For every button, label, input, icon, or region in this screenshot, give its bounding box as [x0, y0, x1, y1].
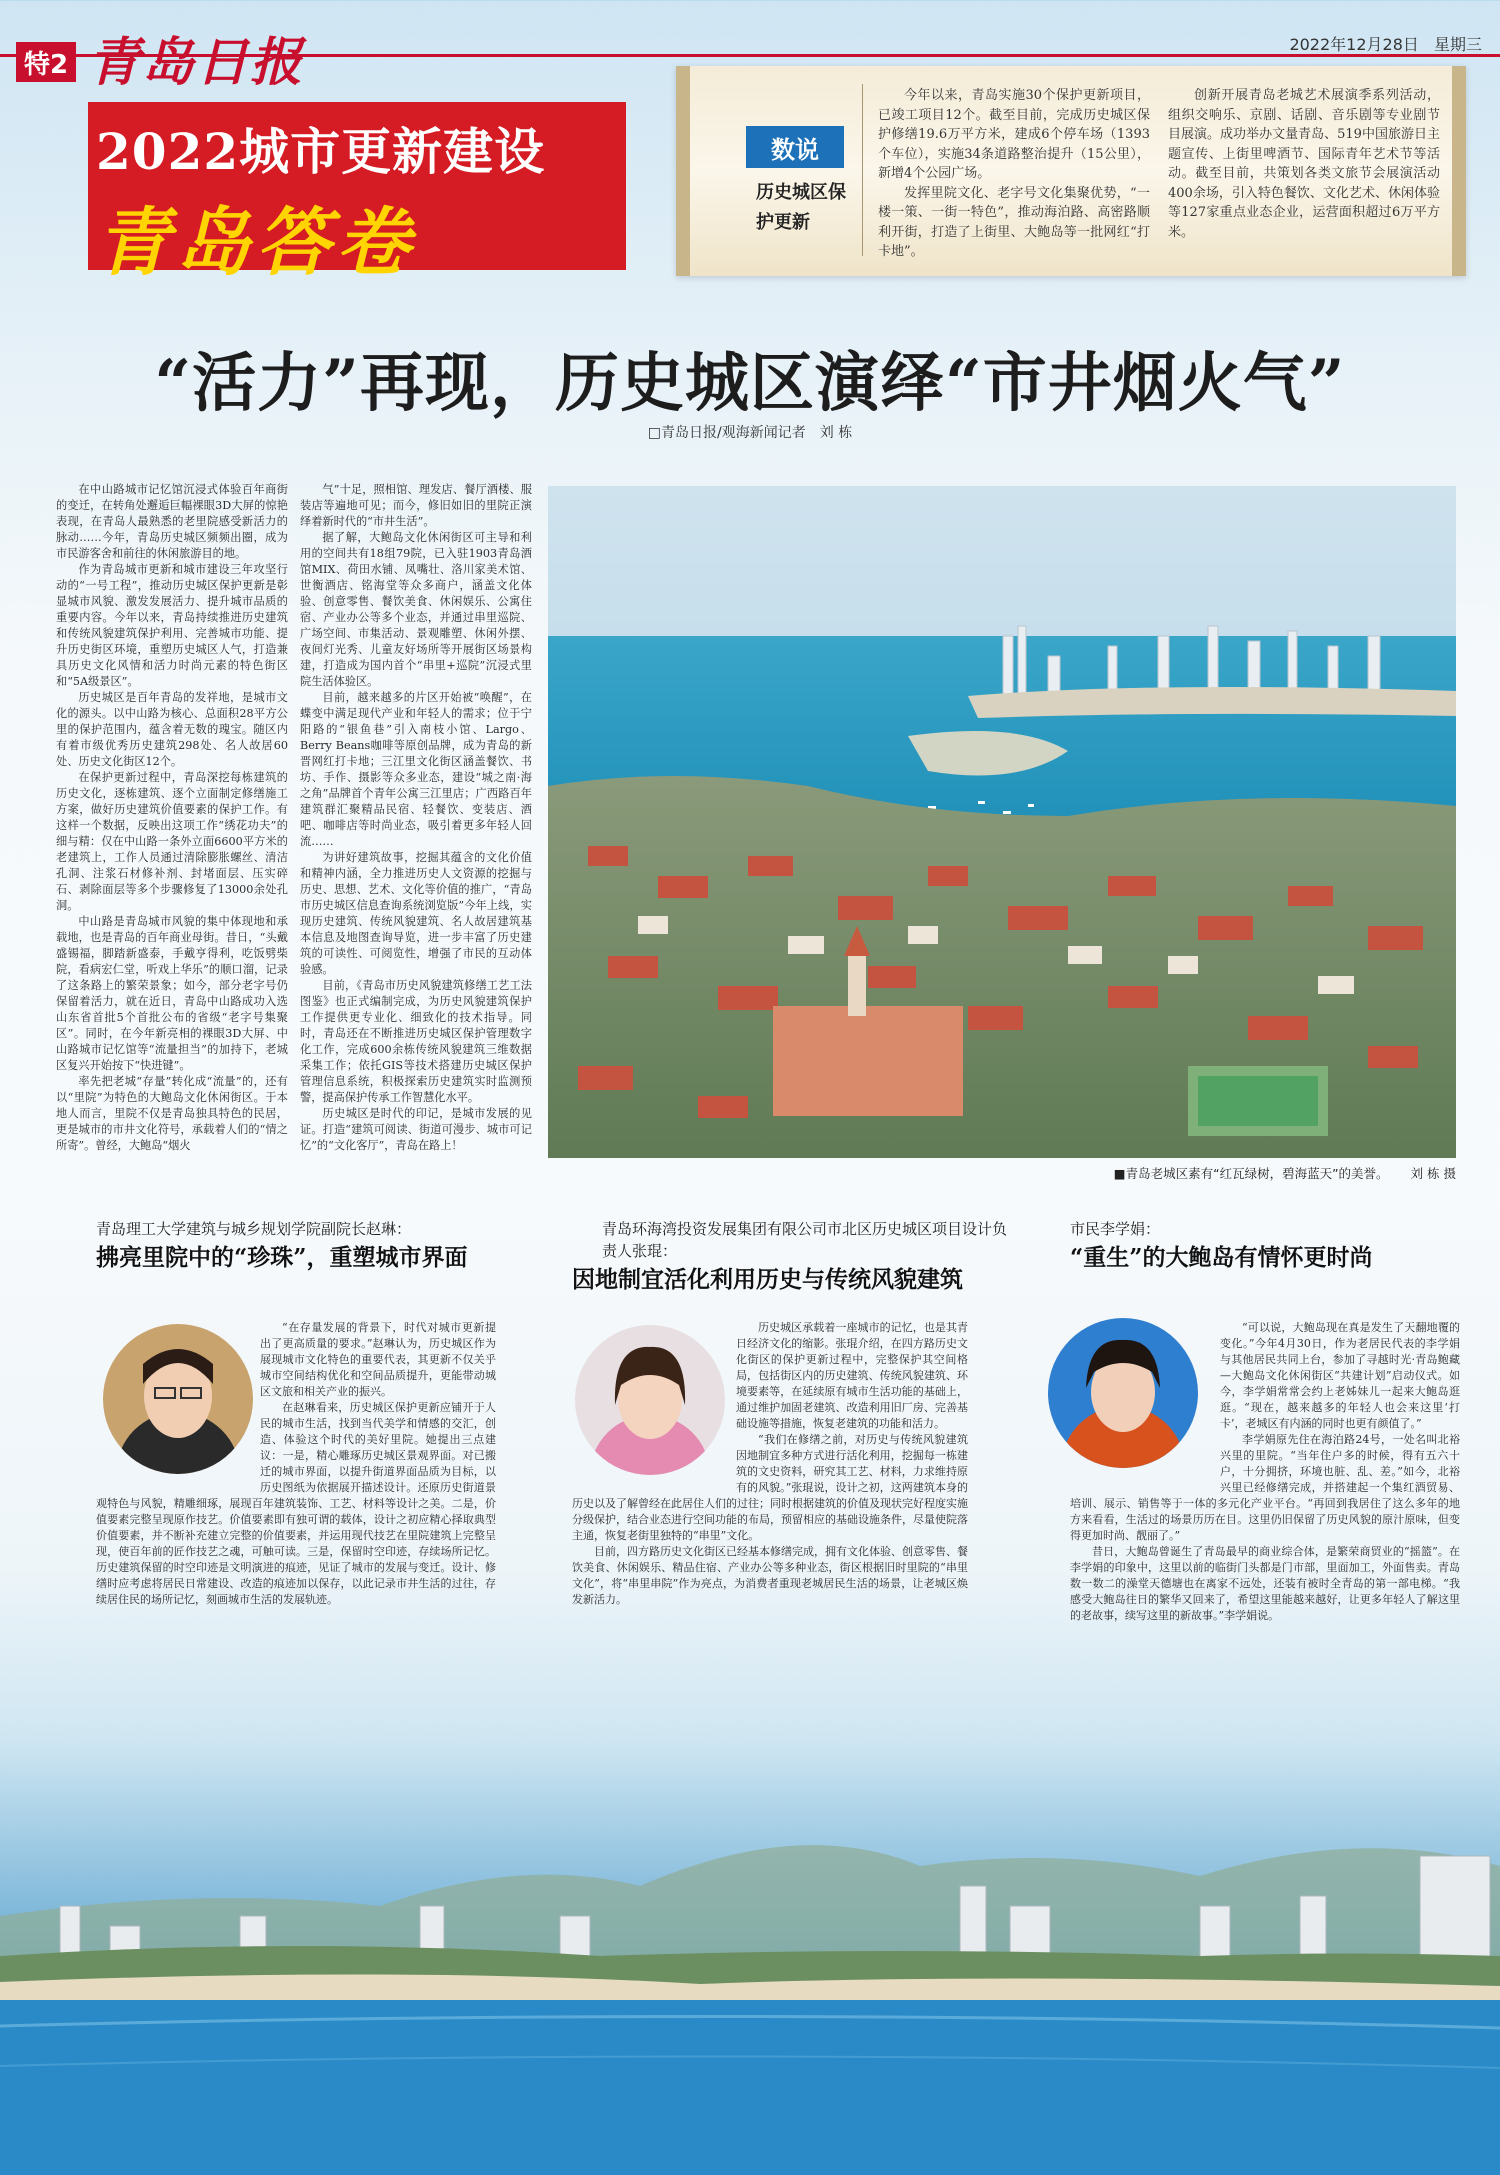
- article-paragraph: 历史城区是百年青岛的发祥地，是城市文化的源头。以中山路为核心、总面积28平方公里的保护范围内，蕴含着无数的瑰宝。随区内有着市级优秀历史建筑298处、名人故居60处、历史文化街区12个。: [56, 691, 288, 768]
- interviewee-role: 市民李学娟：: [1070, 1220, 1161, 1238]
- article-paragraph: 中山路是青岛城市风貌的集中体现地和承载地，也是青岛的百年商业母街。昔日，“头戴盛锡福，脚踏新盛泰，手戴亨得利，吃饭劈柴院，看病宏仁堂，听戏上华乐”的顺口溜，记录了这条路上的繁荣景象；如今，部分老字号仍保留着活力，就在近日，青岛中山路成功入选山东省首批5个首批公布的省级“老字号集聚区”。同时，在今年新亮相的裸眼3D大屏、中山路城市记忆馆等“流量担当”的加持下，老城区复兴开始按下“快进键”。: [56, 915, 288, 1072]
- interviewee-role: 青岛理工大学建筑与城乡规划学院副院长赵琳：: [96, 1220, 412, 1238]
- sidebar-subject: 历史城区保护更新: [756, 182, 846, 233]
- interview-paragraph: “可以说，大鲍岛现在真是发生了天翻地覆的变化。”今年4月30日，作为老居民代表的李学娟与其他居民共同上台，参加了寻越时光·青岛鲍藏—大鲍岛文化休闲街区“共建计划”启动仪式。如今，李学娟常常会约上老姊妹儿一起来大鲍岛逛逛。“现在，越来越多的年轻人也会来这里‘打卡’，老城区有内涵的同时也更有颜值了。”: [1220, 1321, 1460, 1430]
- interview-body: [1070, 1320, 1460, 1650]
- interview-body: [96, 1320, 496, 1640]
- aerial-city-photo: [548, 486, 1456, 1158]
- newspaper-logo: 青岛日报: [88, 32, 305, 93]
- interview-paragraph: 目前，四方路历史文化街区已经基本修缮完成，拥有文化体验、创意零售、餐饮美食、休闲娱乐、精品住宿、产业办公等多种业态，街区根据旧时里院的“串里文化”，将“串里串院”作为亮点，为消费者重现老城居民生活的场景，让老城区焕发新活力。: [572, 1545, 968, 1606]
- article-headline: “活力”再现，历史城区演绎“市井烟火气”: [154, 346, 1346, 421]
- article-column-2: [300, 482, 532, 1194]
- sidebar-paragraph: 创新开展青岛老城艺术展演季系列活动，组织交响乐、京剧、话剧、音乐剧等专业剧节目展演。成功举办文量青岛、519中国旅游日主题宣传、上街里啤酒节、国际青年艺术节等活动。截至目前，共策划各类文旅节会展演活动400余场，引入特色餐饮、文化艺术、休闲体验等127家重点业态企业，运营面积超过6万平方米。: [1168, 88, 1440, 240]
- interview-paragraph: 李学娟原先住在海泊路24号，一处名叫北裕兴里的里院。“当年住户多的时候，得有五六十户，十分拥挤，环境也脏、乱、差。”如今，北裕兴里已经修缮完成，并搭建起一个集红酒贸易、培训、展示、销售等于一体的多元化产业平台。“再回到我居住了这么多年的地方来看看，生活过的场景历历在目。这里仍旧保留了历史风貌的原汁原味，但变得更加时尚、靓丽了。”: [1070, 1433, 1460, 1542]
- interview-title: 拂亮里院中的“珍珠”，重塑城市界面: [96, 1244, 468, 1271]
- article-byline: □青岛日报/观海新闻记者 刘 栋: [647, 425, 853, 441]
- article-paragraph: 据了解，大鲍岛文化休闲街区可主导和利用的空间共有18组79院，已入驻1903青岛酒馆MIX、荷田水铺、凤嘴壮、洛川家美术馆、世衡酒店、铭海堂等众多商户，涵盖文化体验、创意零售、餐饮美食、休闲娱乐、公寓住宿、产业办公等多个业态，并通过串里巡院、广场空间、市集活动、景观雕塑、休闲外摆、夜间灯光秀、儿童友好场所等开展街区场景构建，打造成为国内首个“串里+巡院”沉浸式里院生活体验区。: [300, 531, 532, 688]
- article-paragraph: 在保护更新过程中，青岛深挖每栋建筑的历史文化，逐栋建筑、逐个立面制定修缮施工方案，做好历史建筑价值要素的保护工作。有这样一个数据，反映出这项工作“绣花功夫”的细与精：仅在中山路一条外立面6600平方米的老建筑上，工作人员通过清除膨胀螺丝、清洁孔洞、注浆石材修补剂、封堵面层、压实碎石、剥除面层等多个步骤修复了13000余处孔洞。: [56, 771, 288, 912]
- interview-paragraph: 昔日，大鲍岛曾诞生了青岛最早的商业综合体，是繁荣商贸业的“摇篮”。在李学娟的印象中，这里以前的临街门头都是门市部，里面加工，外面售卖。青岛数一数二的澡堂天德塘也在离家不远处，还装有被时全青岛的第一部电梯。“我感受大鲍岛往日的繁华又回来了，希望这里能越来越好，让更多年轻人了解这里的老故事，续写这里的新故事。”李学娟说。: [1070, 1545, 1460, 1622]
- banner-subtitle: 青岛答卷: [96, 200, 416, 286]
- interview-paragraph: 历史城区承载着一座城市的记忆，也是其青日经济文化的缩影。张琨介绍，在四方路历史文化街区的保护更新过程中，完整保护其空间格局，包括街区内的历史建筑、传统风貌建筑、环境要素等，在延续原有城市生活功能的基础上，通过维护加固老建筑、改造利用旧厂房、完善基础设施等措施，恢复老建筑的功能和活力。: [736, 1321, 968, 1430]
- article-paragraph: 率先把老城“存量”转化成“流量”的，还有以“里院”为特色的大鲍岛文化休闲街区。于本地人而言，里院不仅是青岛独具特色的民居，更是城市的市井文化符号，承载着人们的“情之所寄”。曾经，大鲍岛“烟火: [56, 1075, 288, 1152]
- sidebar-badge: 数说: [746, 126, 844, 168]
- sidebar-paragraph: 今年以来，青岛实施30个保护更新项目，已竣工项目12个。截至目前，完成历史城区保护修缮19.6万平方米，建成6个停车场（1393个车位），实施34条道路整治提升（15公里），新增4个公园广场。: [878, 88, 1150, 181]
- article-paragraph: 历史城区是时代的印记，是城市发展的见证。打造“建筑可阅读、街道可漫步、城市可记忆”的“文化客厅”，青岛在路上！: [300, 1107, 532, 1152]
- interview-title: “重生”的大鲍岛有情怀更时尚: [1070, 1244, 1373, 1271]
- interview-title: 因地制宜活化利用历史与传统风貌建筑: [572, 1266, 963, 1293]
- feature-banner: [88, 102, 626, 286]
- article-paragraph: 作为青岛城市更新和城市建设三年攻坚行动的“一号工程”，推动历史城区保护更新是彰显城市风貌、激发发展活力、提升城市品质的重要内容。今年以来，青岛持续推进历史建筑和传统风貌建筑保护利用、完善城市功能、提升历史街区环境，重塑历史城区人气，打造兼具历史文化风情和活力时尚元素的特色街区和“5A级景区”。: [56, 563, 288, 688]
- banner-title: 2022城市更新建设: [96, 122, 546, 181]
- interview-paragraph: “在存量发展的背景下，时代对城市更新提出了更高质量的要求。”赵琳认为，历史城区作为展现城市文化特色的重要代表，其更新不仅关乎城市空间结构优化和空间品质提升，更能带动城区文旅和相关产业的振兴。: [260, 1321, 496, 1398]
- sidebar-text-column-1: [878, 86, 1150, 262]
- sidebar-paragraph: 发挥里院文化、老字号文化集聚优势，“一楼一策、一街一特色”，推动海泊路、高密路顺利开街，打造了上街里、大鲍岛等一批网红“打卡地”。: [878, 185, 1150, 259]
- photo-credit: 刘 栋 摄: [1410, 1166, 1456, 1181]
- article-paragraph: 目前，《青岛市历史风貌建筑修缮工艺工法图鉴》也正式编制完成，为历史风貌建筑保护工作提供更专业化、细致化的技术指导。同时，青岛还在不断推进历史城区保护管理数字化工作，完成600余栋传统风貌建筑三维数据采集工作；依托GIS等技术搭建历史城区保护管理信息系统，积极探索历史建筑实时监测预警，提高保护传承工作智慧化水平。: [300, 979, 532, 1104]
- interview-paragraph: 在赵琳看来，历史城区保护更新应铺开于人民的城市生活，找到当代美学和情感的交汇，创造、体验这个时代的美好里院。她提出三点建议：一是，精心雕琢历史城区景观界面。对已搬迁的城市界面，以提升街道界面品质为目标，以历史图纸为依据展开描述设计。还原历史街道景观特色与风貌，精雕细琢，展现百年建筑装饰、工艺、材料等设计之美。二是，价值要素完整呈现原作技艺。价值要素即有独可谓的载体，设计之初应精心择取典型价值要素，并不断补充建立完整的价值要素，并运用现代技艺在里院建筑上完整呈现，使百年前的匠作技艺之魂，可触可读。三是，保留时空印迹，存续场所记忆。历史建筑保留的时空印迹是文明演进的痕迹，见证了城市的发展与变迁。设计、修缮时应考虑将居民日常建设、改造的痕迹加以保存，以此记录市井生活的过往，存续居住民的场所记忆，刻画城市生活的发展轨迹。: [96, 1401, 496, 1606]
- article-column-1: [56, 482, 288, 1194]
- sidebar-divider: [862, 84, 863, 256]
- bottom-coastline-illustration: [0, 1756, 1500, 2175]
- interview-paragraph: “我们在修缮之前，对历史与传统风貌建筑因地制宜多种方式进行活化利用，挖掘每一栋建筑的文史资料，研究其工艺、材料，力求维持原有的风貌。”张琨说，设计之初，这两建筑本身的历史以及了解曾经在此居住人们的过往；同时根据建筑的价值及现状完好程度实施分级保护，结合业态进行空间功能的布局，预留相应的基础设施条件，尽量使院落主通，恢复老街里独特的“串里”文化。: [572, 1433, 968, 1542]
- article-paragraph: 在中山路城市记忆馆沉浸式体验百年商街的变迁，在转角处邂逅巨幅裸眼3D大屏的惊艳表现，在青岛人最熟悉的老里院感受新活力的脉动……今年，青岛历史城区频频出圈，成为市民游客舍和前往的休闲旅游目的地。: [56, 483, 288, 560]
- caption-text: ■青岛老城区素有“红瓦绿树，碧海蓝天”的美誉。: [1113, 1166, 1389, 1181]
- data-sidebar-box: [676, 66, 1466, 276]
- article-paragraph: 为讲好建筑故事，挖掘其蕴含的文化价值和精神内涵，全力推进历史人文资源的挖掘与历史、思想、艺术、文化等价值的推广，“青岛市历史城区信息查询系统浏览版”今年上线，实现历史建筑、传统风貌建筑、名人故居建筑基本信息及地图查询导览，进一步丰富了历史建筑的可读性、可阅览性，增强了市民的互动体验感。: [300, 851, 532, 976]
- interview-body: [572, 1320, 968, 1650]
- date-text: 2022年12月28日: [1289, 35, 1419, 54]
- interview-zhao-lin: [96, 1218, 496, 1274]
- sidebar-text-column-2: [1168, 86, 1440, 242]
- weekday-text: 星期三: [1433, 35, 1482, 54]
- interview-li-xuejuan: [1070, 1218, 1460, 1274]
- photo-caption: [1073, 1164, 1456, 1182]
- interviewee-role: 青岛环海湾投资发展集团有限公司市北区历史城区项目设计负责人张琨：: [602, 1220, 1008, 1260]
- article-paragraph: 气”十足，照相馆、理发店、餐厅酒楼、服装店等遍地可见；而今，修旧如旧的里院正演绎着新时代的“市井生活”。: [300, 483, 532, 528]
- issue-date: [1279, 32, 1482, 55]
- section-tag: 特2: [16, 42, 76, 82]
- interview-zhang-kun: [572, 1218, 1012, 1296]
- article-paragraph: 目前，越来越多的片区开始被“唤醒”，在蝶变中满足现代产业和年轻人的需求；位于宁阳路的“银鱼巷”引入南枝小馆、Largo、Berry Beans咖啡等原创品牌，成为青岛的新晋网红打卡地；三江里文化街区涵盖餐饮、书坊、手作、摄影等众多业态，建设“城之南·海之角”品牌首个青年公寓三江里店；广西路百年建筑群汇聚精品民宿、轻餐饮、变装店、酒吧、咖啡店等时尚业态，吸引着更多年轻人回流……: [300, 691, 532, 848]
